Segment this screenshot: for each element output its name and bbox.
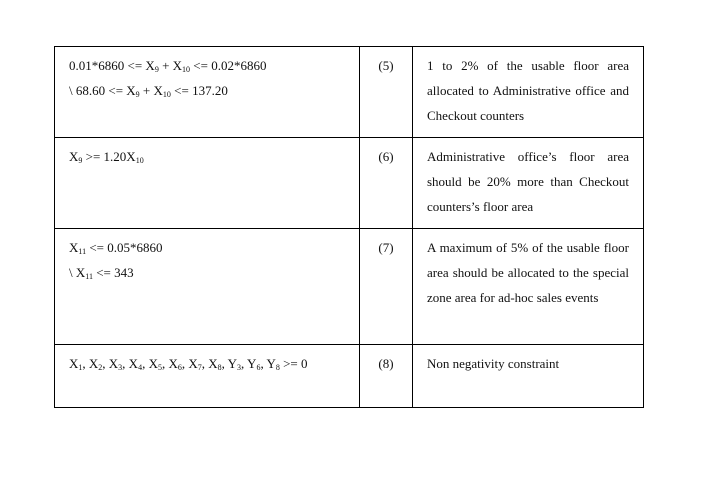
constraint-number: (6) bbox=[360, 138, 413, 229]
table-row bbox=[55, 138, 644, 229]
expression-line: $X_1$, $X_2$, $X_3$, $X_4$, $X_5$, $X_6$, $X_7$, $X_8$, $Y_3$, $Y_6$, $Y_8 >= 0$ bbox=[69, 356, 308, 372]
expression-line: \ $X_{11} <= 343$ bbox=[69, 265, 134, 281]
constraint-expression-cell bbox=[55, 229, 360, 345]
constraint-expression-cell bbox=[55, 47, 360, 138]
constraints-table bbox=[54, 46, 644, 408]
constraint-expression-cell bbox=[55, 345, 360, 408]
table-row bbox=[55, 47, 644, 138]
constraint-number: (8) bbox=[360, 345, 413, 408]
expression-line: $X_9 >= 1.20X_{10}$ bbox=[69, 149, 144, 165]
constraint-description: Administrative office’s floor area should be 20% more than Checkout counters’s floor area bbox=[413, 138, 644, 229]
constraint-number: (5) bbox=[360, 47, 413, 138]
constraint-description: A maximum of 5% of the usable floor area should be allocated to the special zone area for ad-hoc sales events bbox=[413, 229, 644, 345]
table-row bbox=[55, 229, 644, 345]
table-row bbox=[55, 345, 644, 408]
expression-line: $0.01*6860 <= X_9 + X_{10} <= 0.02*6860$ bbox=[69, 58, 267, 74]
constraint-description: 1 to 2% of the usable floor area allocated to Administrative office and Checkout counters bbox=[413, 47, 644, 138]
constraint-description: Non negativity constraint bbox=[413, 345, 644, 408]
expression-line: \ $68.60 <= X_9 + X_{10} <= 137.20$ bbox=[69, 83, 228, 99]
constraint-number: (7) bbox=[360, 229, 413, 345]
constraint-expression-cell bbox=[55, 138, 360, 229]
expression-line: $X_{11} <= 0.05*6860$ bbox=[69, 240, 163, 256]
